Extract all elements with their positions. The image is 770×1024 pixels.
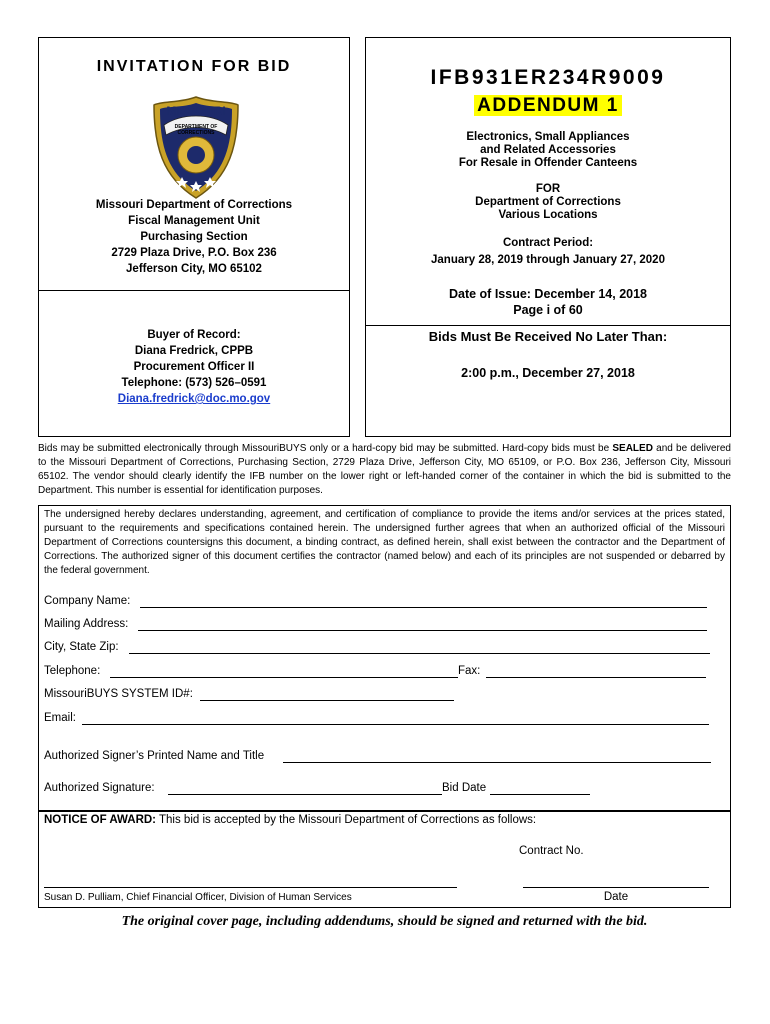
- bid-date-field[interactable]: [490, 794, 590, 795]
- header-left-divider: [38, 290, 350, 291]
- submission-instructions: [38, 442, 731, 498]
- footer-note: The original cover page, including addendums, should be signed and returned with the bid.: [121, 914, 648, 929]
- signature-field[interactable]: [168, 794, 442, 795]
- instructions-text-continued: and be delivered to the Missouri Department of Corrections, Purchasing Section, 2729 Plaza Drive, Jefferson City, MO 65109, or P.O. Box 236, Jefferson City, Missouri 65102. The vendor should clearly identify the IFB number on the lower right or left-handed corner of the container in which the bid is submitted to the Department. This number is essential for identification purposes.: [38, 443, 731, 496]
- signer-name-field[interactable]: [283, 762, 711, 763]
- fax-label: Fax:: [458, 665, 481, 677]
- award-signer: Susan D. Pulliam, Chief Financial Officer, Division of Human Services: [44, 892, 352, 903]
- company-name-field[interactable]: [140, 607, 707, 608]
- deadline: 2:00 p.m., December 27, 2018: [461, 366, 635, 380]
- fax-field[interactable]: [486, 677, 706, 678]
- mailing-address-field[interactable]: [138, 630, 707, 631]
- telephone-label: Telephone:: [44, 665, 101, 677]
- agency-line: Fiscal Management Unit: [128, 215, 260, 227]
- city-state-zip-field[interactable]: [129, 653, 710, 654]
- item-description: [365, 131, 731, 170]
- for-line: Department of Corrections: [475, 196, 621, 208]
- sealed-emphasis: SEALED: [612, 443, 653, 454]
- invitation-title: INVITATION FOR BID: [96, 58, 292, 75]
- agency-line: Missouri Department of Corrections: [95, 199, 293, 211]
- award-text: This bid is accepted by the Missouri Department of Corrections as follows:: [156, 814, 537, 826]
- system-id-field[interactable]: [200, 700, 454, 701]
- addendum-highlight: ADDENDUM 1: [474, 95, 622, 116]
- instructions-text: Bids may be submitted electronically through MissouriBUYS only or a hard-copy bid may be submitted. Hard-copy bids must be: [38, 443, 613, 454]
- description-line: and Related Accessories: [480, 144, 616, 156]
- telephone-field[interactable]: [110, 677, 458, 678]
- mailing-address-label: Mailing Address:: [44, 618, 129, 630]
- signature-label: Authorized Signature:: [44, 782, 155, 794]
- company-name-label: Company Name:: [44, 595, 131, 607]
- ifb-number: IFB931ER234R9009: [430, 66, 666, 89]
- award-statement: [44, 814, 536, 826]
- agency-line: Jefferson City, MO 65102: [126, 263, 262, 275]
- system-id-label: MissouriBUYS SYSTEM ID#:: [44, 688, 193, 700]
- deadline-label: Bids Must Be Received No Later Than:: [428, 329, 668, 344]
- for-line: FOR: [535, 183, 561, 195]
- description-line: Electronics, Small Appliances: [466, 131, 630, 143]
- agency-line: 2729 Plaza Drive, P.O. Box 236: [111, 247, 277, 259]
- city-state-zip-label: City, State Zip:: [44, 641, 119, 653]
- agency-line: Purchasing Section: [140, 231, 248, 243]
- email-field[interactable]: [82, 724, 709, 725]
- header-right-divider: [365, 325, 731, 326]
- bid-date-label: Bid Date: [442, 782, 487, 794]
- contract-period-label: Contract Period:: [502, 237, 594, 249]
- award-label: NOTICE OF AWARD:: [44, 814, 157, 826]
- award-date-line[interactable]: [523, 887, 709, 888]
- addendum-wrap: [365, 95, 731, 117]
- buyer-block: [38, 327, 350, 407]
- contract-number-label: Contract No.: [519, 845, 584, 857]
- for-line: Various Locations: [498, 209, 598, 221]
- contract-period: January 28, 2019 through January 27, 2020: [431, 254, 665, 266]
- description-line: For Resale in Offender Canteens: [458, 157, 638, 169]
- buyer-label: Buyer of Record:: [147, 329, 241, 341]
- issue-date: Date of Issue: December 14, 2018: [448, 287, 648, 301]
- award-signature-line[interactable]: [44, 887, 457, 888]
- for-agency: [365, 183, 731, 222]
- buyer-name: Diana Fredrick, CPPB: [134, 345, 254, 357]
- seal-text-top: MISSOURI: [166, 104, 226, 118]
- buyer-title: Procurement Officer II: [133, 361, 255, 373]
- page-info: Page i of 60: [513, 303, 583, 317]
- signer-name-label: Authorized Signer’s Printed Name and Title: [44, 750, 265, 762]
- email-label: Email:: [44, 712, 76, 724]
- seal-text-band: DEPARTMENT OF CORRECTIONS: [174, 124, 218, 136]
- buyer-phone: Telephone: (573) 526–0591: [121, 377, 267, 389]
- agency-address: [38, 197, 350, 277]
- award-date-label: Date: [603, 891, 629, 903]
- buyer-email-link[interactable]: Diana.fredrick@doc.mo.gov: [117, 393, 271, 405]
- declaration-text: The undersigned hereby declares understanding, agreement, and certification of compliance to provide the items and/or services at the prices stated, pursuant to the requirements and specifications contained herein. The undersigned further agrees that when an authorized official of the Missouri Department of Corrections countersigns this document, a binding contract, as defined herein, shall exist between the contractor and the Department of Corrections. The authorized signer of this document certifies the contractor (named below) and each of its principles are not suspended or debarred by the federal government.: [44, 509, 725, 576]
